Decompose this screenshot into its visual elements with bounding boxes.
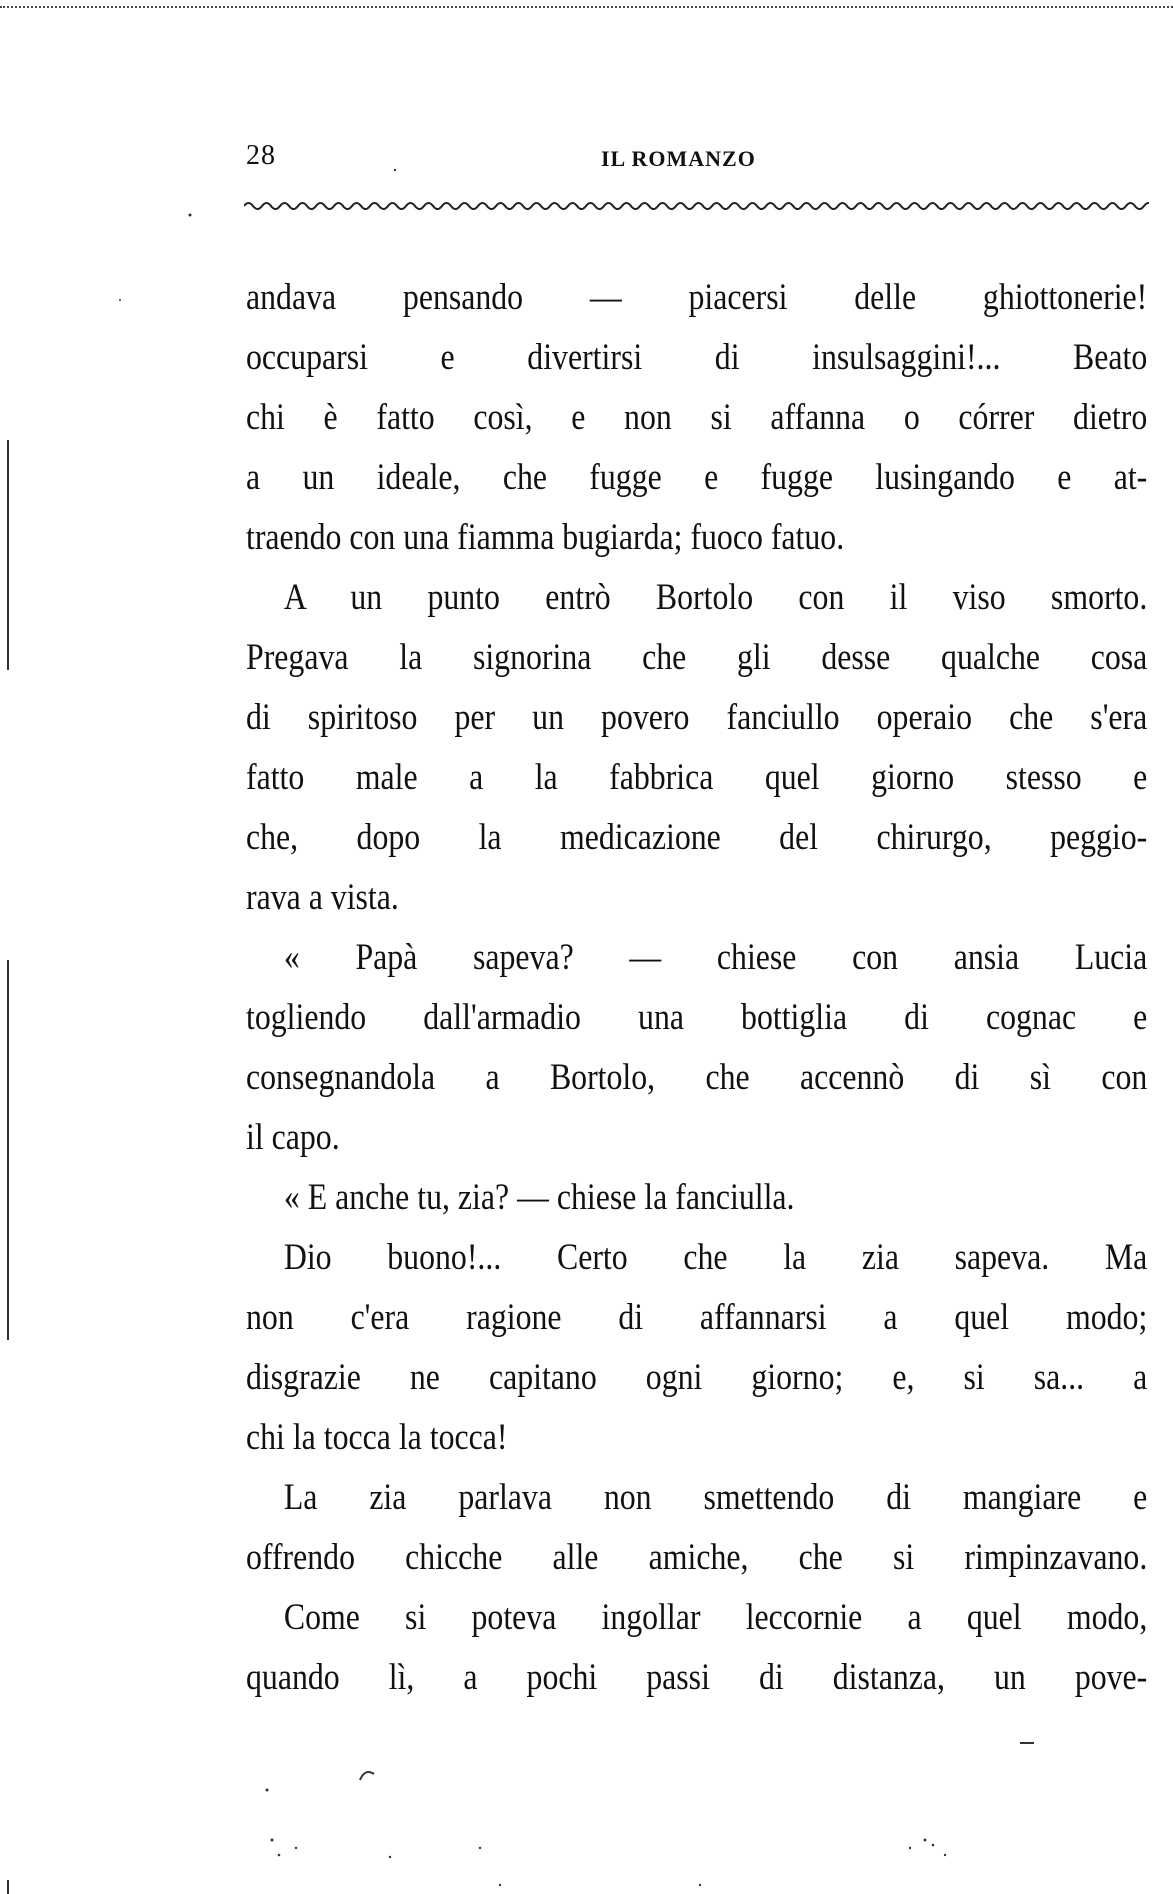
text-line: rava a vista. xyxy=(246,877,399,918)
text-line: La zia parlava non smettendo di mangiare e xyxy=(283,1477,1148,1518)
page-header xyxy=(246,140,1146,180)
text-line: di spiritoso per un povero fanciullo operaio che s'era xyxy=(246,697,1148,738)
body-text xyxy=(246,268,1148,1708)
text-line: che, dopo la medicazione del chirurgo, peggio- xyxy=(246,817,1148,858)
top-dotted-border xyxy=(0,6,1173,8)
page-number: 28 xyxy=(246,140,276,171)
text-line: occuparsi e divertirsi di insulsaggini!... Beato xyxy=(246,337,1148,378)
text-line: « Papà sapeva? — chiese con ansia Lucia xyxy=(283,937,1148,978)
text-line: Come si poteva ingollar leccornie a quel modo, xyxy=(283,1597,1148,1638)
text-line: il capo. xyxy=(246,1117,340,1158)
text-line: andava pensando — piacersi delle ghiottonerie! xyxy=(246,277,1148,318)
text-line: non c'era ragione di affannarsi a quel modo; xyxy=(246,1297,1148,1338)
text-line: A un punto entrò Bortolo con il viso smorto. xyxy=(283,577,1148,618)
text-line: chi è fatto così, e non si affanna o córrer dietro xyxy=(246,397,1148,438)
text-line: togliendo dall'armadio una bottiglia di cognac e xyxy=(246,997,1148,1038)
text-line: fatto male a la fabbrica quel giorno stesso e xyxy=(246,757,1148,798)
text-line: offrendo chicche alle amiche, che si rimpinzavano. xyxy=(246,1537,1148,1578)
text-line: chi la tocca la tocca! xyxy=(246,1417,508,1458)
text-line: disgrazie ne capitano ogni giorno; e, si sa... a xyxy=(246,1357,1148,1398)
text-line: « E anche tu, zia? — chiese la fanciulla. xyxy=(283,1177,795,1218)
text-line: a un ideale, che fugge e fugge lusingando e at- xyxy=(246,457,1148,498)
running-title: IL ROMANZO xyxy=(601,146,756,171)
text-line: Pregava la signorina che gli desse qualche cosa xyxy=(246,637,1148,678)
text-line: traendo con una fiamma bugiarda; fuoco fatuo. xyxy=(246,517,845,558)
wavy-divider xyxy=(244,196,1149,216)
text-line: Dio buono!... Certo che la zia sapeva. Ma xyxy=(283,1237,1148,1278)
text-line: consegnandola a Bortolo, che accennò di sì con xyxy=(246,1057,1148,1098)
text-line: quando lì, a pochi passi di distanza, un pove- xyxy=(246,1657,1148,1698)
